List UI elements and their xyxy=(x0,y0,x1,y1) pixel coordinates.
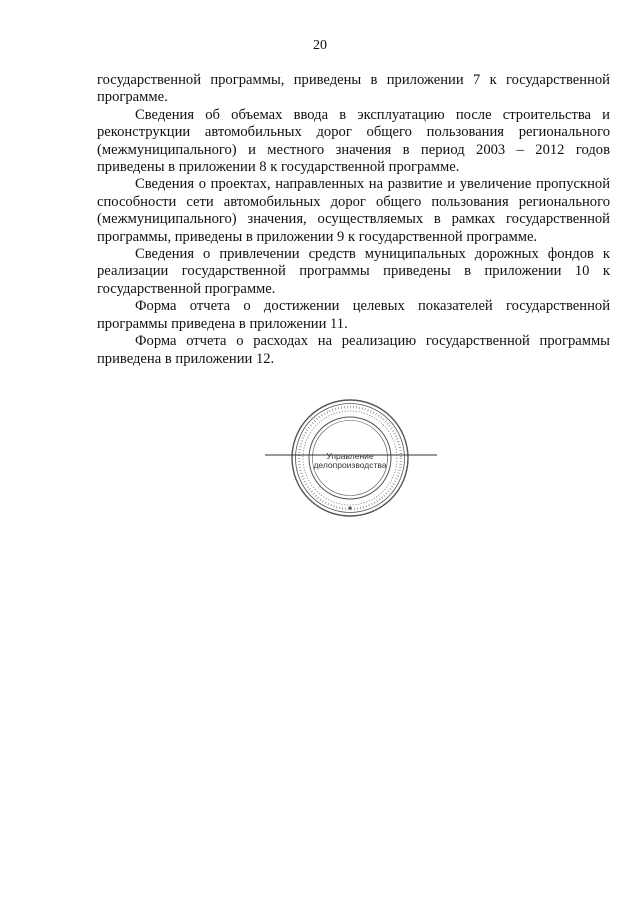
seal-line-1: Управление xyxy=(326,451,374,461)
seal-line-2: делопроизводства xyxy=(313,460,387,470)
official-seal xyxy=(265,396,437,520)
seal-stamp-icon xyxy=(265,396,437,520)
paragraph-5: Форма отчета о достижении целевых показателей государственной программы приведена в приложении 11. xyxy=(97,298,610,332)
paragraph-3: Сведения о проектах, направленных на развитие и увеличение пропускной способности сети автомобильных дорог общего пользования регионального (межмуниципального) значения, осуществляемых в рамках государственной программы, приведены в приложении 9 к государственной программе. xyxy=(97,176,610,245)
paragraph-6: Форма отчета о расходах на реализацию государственной программы приведена в приложении 12. xyxy=(97,333,610,367)
body-text xyxy=(97,72,610,368)
paragraph-4: Сведения о привлечении средств муниципальных дорожных фондов к реализации государственной программы приведены в приложении 10 к государственной программе. xyxy=(97,246,610,297)
paragraph-2: Сведения об объемах ввода в эксплуатацию после строительства и реконструкции автомобильных дорог общего пользования регионального (межмуниципального) и местного значения в период 2003 – 2012 годов приведены в приложении 8 к государственной программе. xyxy=(97,106,610,176)
page-number: 20 xyxy=(313,38,327,53)
paragraph-1: государственной программы, приведены в приложении 7 к государственной программе. xyxy=(97,72,610,106)
